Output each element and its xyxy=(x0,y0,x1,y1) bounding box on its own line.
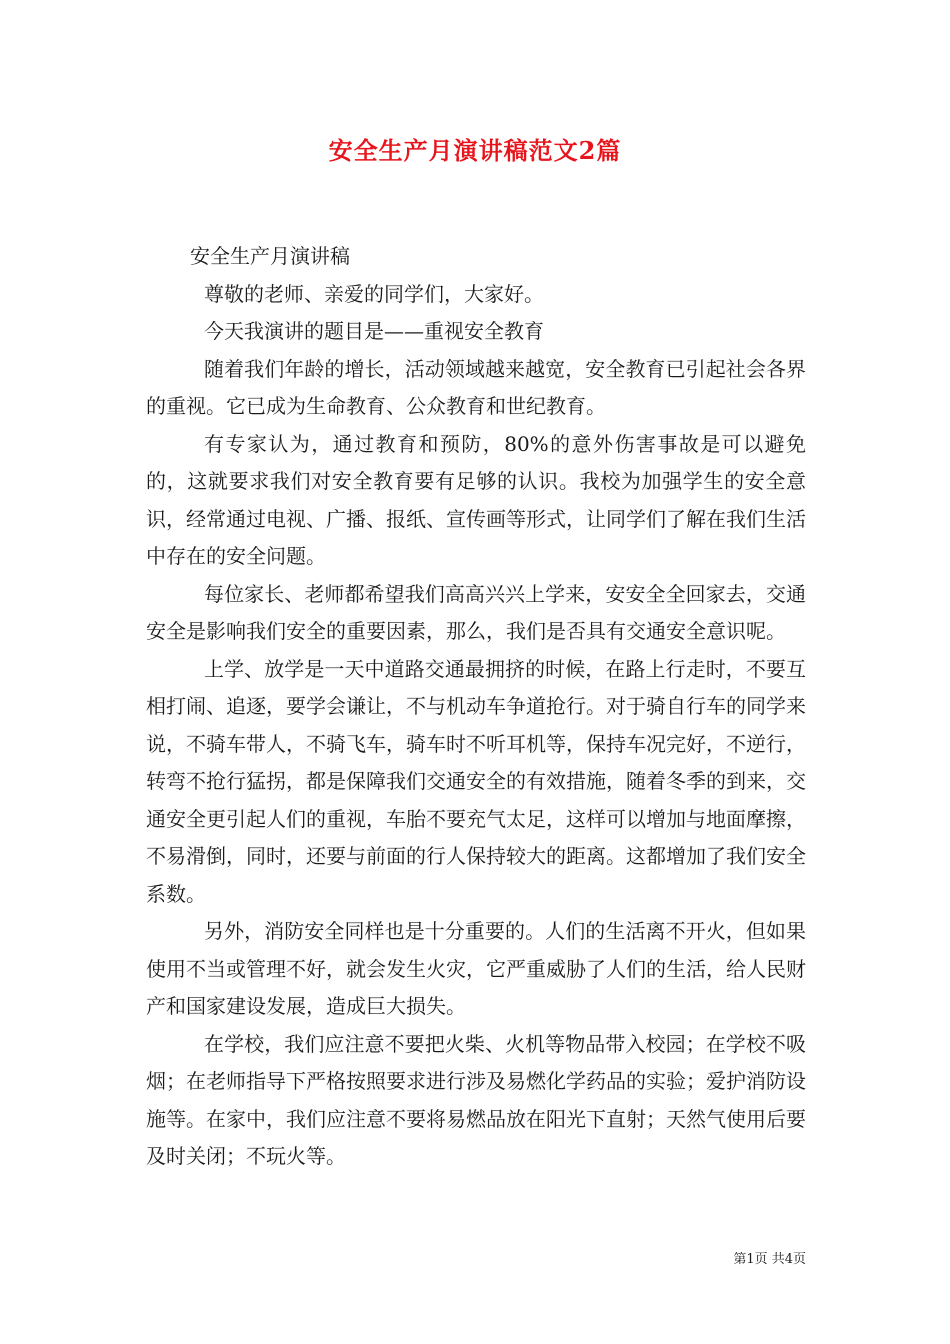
page-number: 第1页 共4页 xyxy=(733,1252,806,1267)
document-title: 安全生产月演讲稿范文2篇 xyxy=(328,136,622,165)
paragraph-fire-safety: 另外，消防安全同样也是十分重要的。人们的生活离不开火，但如果使用不当或管理不好，就会发生火灾，它严重威胁了人们的生活，给人民财产和国家建设发展，造成巨大损失。 xyxy=(146,919,806,1018)
paragraph-traffic-intro: 每位家长、老师都希望我们高高兴兴上学来，安安全全回家去，交通安全是影响我们安全的重要因素，那么，我们是否具有交通安全意识呢。 xyxy=(146,581,806,643)
document-body xyxy=(146,238,806,1176)
paragraph-fire-measures: 在学校，我们应注意不要把火柴、火机等物品带入校园；在学校不吸烟；在老师指导下严格按照要求进行涉及易燃化学药品的实验；爱护消防设施等。在家中，我们应注意不要将易燃品放在阳光下直射；天然气使用后要及时关闭；不玩火等。 xyxy=(146,1031,806,1168)
speech-heading: 安全生产月演讲稿 xyxy=(190,244,350,268)
paragraph-experts: 有专家认为，通过教育和预防，80%的意外伤害事故是可以避免的，这就要求我们对安全教育要有足够的认识。我校为加强学生的安全意识，经常通过电视、广播、报纸、宣传画等形式，让同学们了解在我们生活中存在的安全问题。 xyxy=(146,431,806,568)
paragraph-intro: 随着我们年龄的增长，活动领域越来越宽，安全教育已引起社会各界的重视。它已成为生命教育、公众教育和世纪教育。 xyxy=(146,356,806,418)
paragraph-greeting: 尊敬的老师、亲爱的同学们，大家好。 xyxy=(204,281,544,306)
paragraph-topic: 今天我演讲的题目是——重视安全教育 xyxy=(204,319,544,343)
paragraph-traffic-measures: 上学、放学是一天中道路交通最拥挤的时候，在路上行走时，不要互相打闹、追逐，要学会谦让，不与机动车争道抢行。对于骑自行车的同学来说，不骑车带人，不骑飞车，骑车时不听耳机等，保持车况完好，不逆行，转弯不抢行猛拐，都是保障我们交通安全的有效措施，随着冬季的到来，交通安全更引起人们的重视，车胎不要充气太足，这样可以增加与地面摩擦，不易滑倒，同时，还要与前面的行人保持较大的距离。这都增加了我们安全系数。 xyxy=(146,656,806,906)
